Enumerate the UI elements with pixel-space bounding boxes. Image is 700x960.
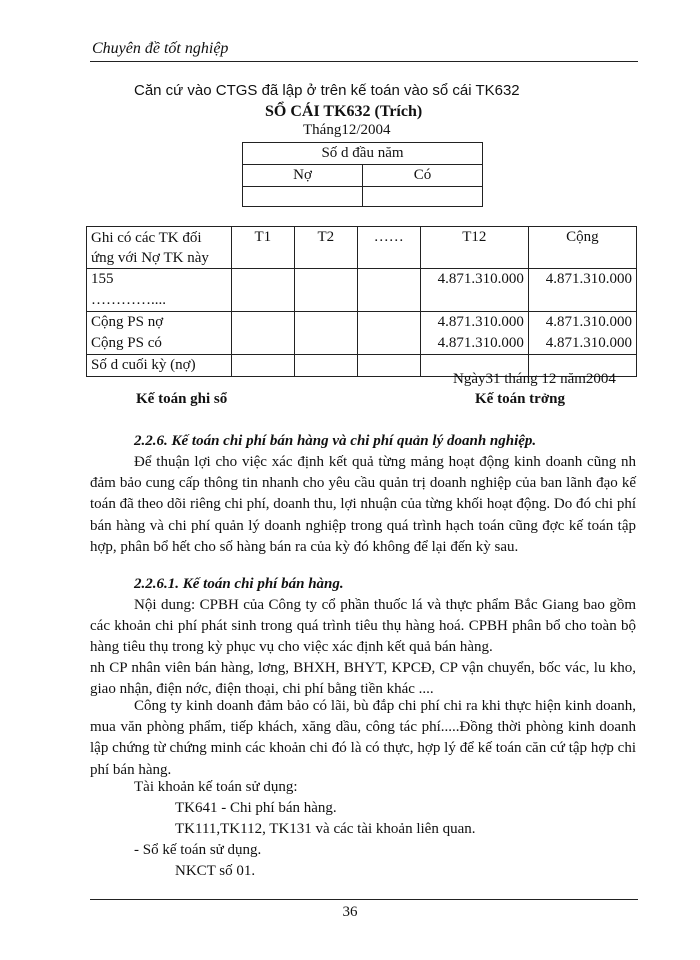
opening-cell-co [363, 187, 483, 207]
signature-right: Kế toán trởng [475, 391, 565, 407]
header-desc: Ghi có các TK đối ứng với Nợ TK này [87, 227, 232, 269]
header-dots: …… [357, 227, 420, 269]
account-item-1: TK641 - Chi phí bán hàng. [175, 800, 337, 816]
accounts-label: Tài khoản kế toán sử dụng: [134, 779, 298, 795]
signature-left: Kế toán ghi sổ [136, 391, 228, 407]
header-t12: T12 [420, 227, 528, 269]
header-rule [90, 61, 638, 62]
header-t1: T1 [231, 227, 294, 269]
date-line: Ngày31 tháng 12 năm2004 [453, 371, 616, 387]
row-total: 4.871.310.000 [528, 269, 636, 312]
row-cell [357, 312, 420, 355]
paragraph-4: Công ty kinh doanh đảm bảo có lãi, bù đắp chi phí chi ra khi thực hiện kinh doanh, mua văn phòng phẩm, tiếp khách, xăng dầu, công tác phí.....Đồng thời phòng kinh doanh lập chứng từ chứng minh các khoản chi đó là có thực, hợp lý để kế toán căn cứ tập hợp chi phí bán hàng. [90, 698, 636, 778]
row-cell [294, 355, 357, 377]
page-number: 36 [342, 904, 358, 920]
row-cell [294, 269, 357, 312]
opening-balance-title: Số d đầu năm [243, 143, 483, 165]
document-header: Chuyên đề tốt nghiệp [92, 40, 229, 57]
opening-col-co: Có [363, 165, 483, 187]
row-cell [357, 269, 420, 312]
row-cell [231, 269, 294, 312]
row-cell [357, 355, 420, 377]
row-desc: Cộng PS nợ Cộng PS có [87, 312, 232, 355]
header-t2: T2 [294, 227, 357, 269]
row-total: 4.871.310.000 4.871.310.000 [528, 312, 636, 355]
opening-cell-no [243, 187, 363, 207]
ledger-title-suffix: (Trích) [374, 103, 423, 120]
row-desc: Số d cuối kỳ (nợ) [87, 355, 232, 377]
ledger-title [265, 103, 422, 121]
row-cell [231, 355, 294, 377]
book-item-1: NKCT số 01. [175, 863, 256, 879]
books-label: - Sổ kế toán sử dụng. [134, 842, 262, 858]
section-heading-226: 2.2.6. Kế toán chi phí bán hàng và chi phí quản lý doanh nghiệp. [134, 433, 537, 449]
header-total: Cộng [528, 227, 636, 269]
section-heading-2261: 2.2.6.1. Kế toán chi phí bán hàng. [134, 576, 344, 592]
ledger-table [86, 226, 637, 377]
account-item-2: TK111,TK112, TK131 và các tài khoản liên quan. [175, 821, 476, 837]
table-row [87, 312, 637, 355]
row-t12: 4.871.310.000 [420, 269, 528, 312]
row-t12: 4.871.310.000 4.871.310.000 [420, 312, 528, 355]
intro-line: Căn cứ vào CTGS đã lập ở trên kế toán vào sổ cái TK632 [134, 82, 520, 99]
paragraph-3: nh CP nhân viên bán hàng, lơng, BHXH, BHYT, KPCĐ, CP vận chuyển, bốc vác, lu kho, giao nhận, điện nớc, điện thoại, chi phí bằng tiền khác .... [90, 660, 636, 698]
row-cell [231, 312, 294, 355]
row-cell [294, 312, 357, 355]
paragraph-1: Để thuận lợi cho việc xác định kết quả từng mảng hoạt động kinh doanh cũng nh đảm bảo cung cấp thông tin nhanh cho yêu cầu quản trị doanh nghiệp của ban lãnh đạo kế toán đã theo dõi riêng chi phí, doanh thu, lợi nhuận của từng khối hoạt động. Do đó chi phí bán hàng và chi phí quản lý doanh nghiệp trong quá trình hạch toán cũng đợc kế toán tập hợp, phân bổ hết cho số hàng bán ra của kỳ đó không để lại đến kỳ sau. [90, 454, 636, 555]
paragraph-2: Nội dung: CPBH của Công ty cổ phần thuốc lá và thực phẩm Bắc Giang bao gồm các khoản chi phí phát sinh trong quá trình tiêu thụ hàng hoá. CPBH phân bổ cho toàn bộ hàng tiêu thụ trong kỳ phục vụ cho việc xác định kết quả bán hàng. [90, 597, 636, 656]
row-desc: 155 ………….... [87, 269, 232, 312]
ledger-title-main: SỔ CÁI TK632 [265, 103, 371, 120]
footer-rule [90, 899, 638, 900]
table-row [87, 269, 637, 312]
opening-col-no: Nợ [243, 165, 363, 187]
opening-balance-table [242, 142, 483, 207]
ledger-month: Tháng12/2004 [303, 122, 391, 138]
ledger-header-row [87, 227, 637, 269]
